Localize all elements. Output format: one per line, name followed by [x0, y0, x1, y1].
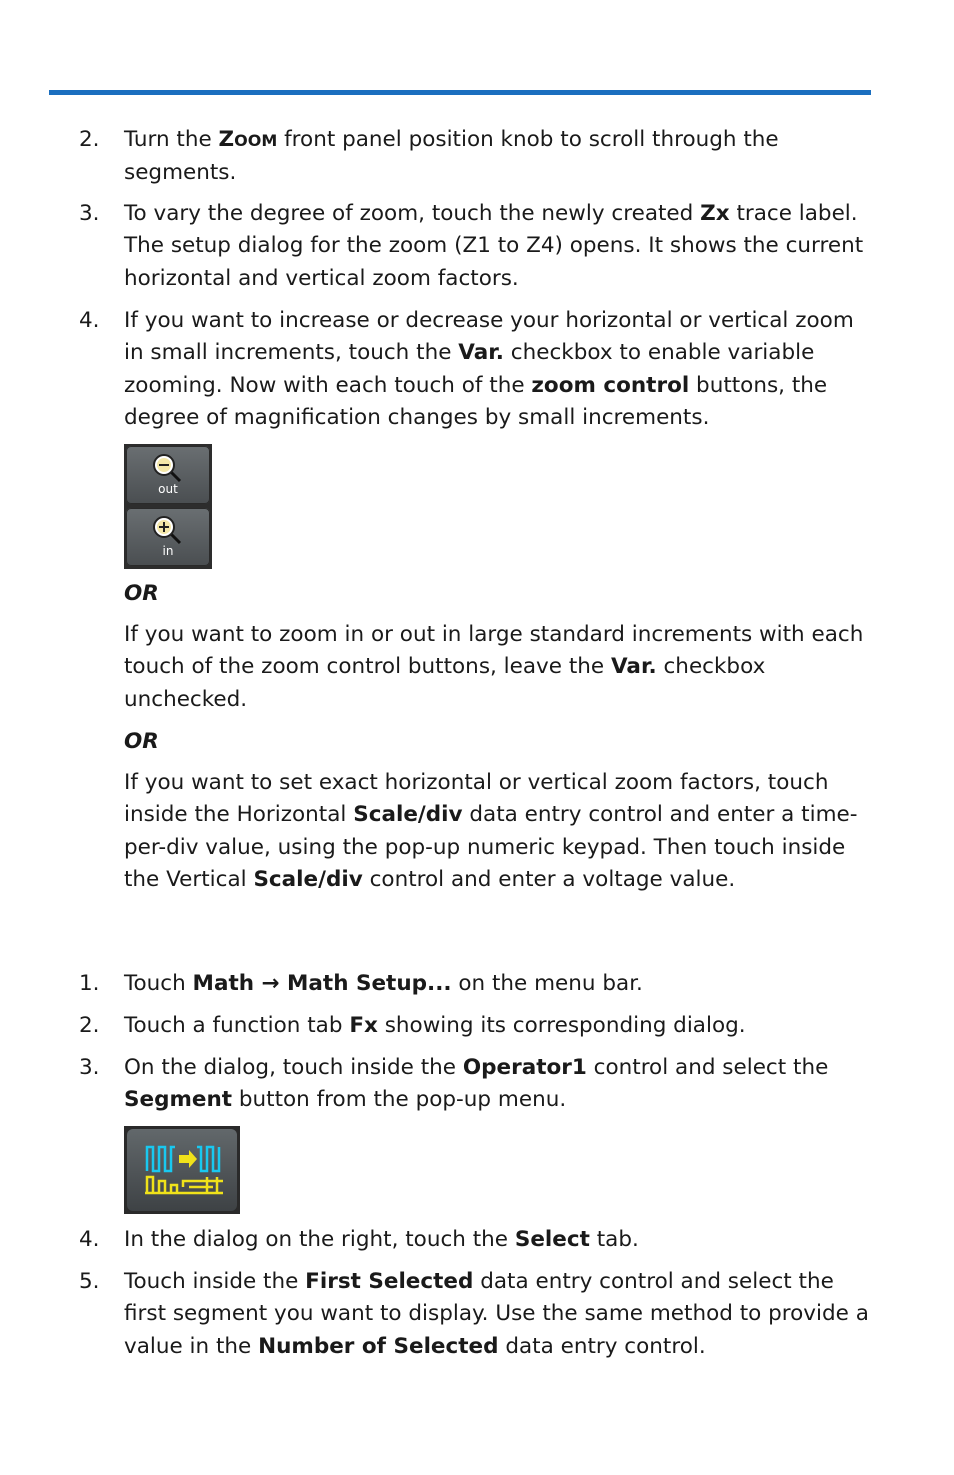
alt-paragraph-2	[124, 767, 869, 896]
bold-term: Var.	[610, 654, 657, 680]
text-run: data entry control and enter a time-per-div value, using the pop-up numeric keypad. Then touch inside the Vertical	[124, 802, 858, 892]
bold-term: Zx	[700, 201, 730, 226]
bold-term: Scale/div	[353, 802, 463, 828]
zoom-out-label: out	[158, 482, 178, 496]
header-rule	[49, 90, 871, 95]
text-run: button from the pop-up menu.	[232, 1087, 567, 1113]
text-run: If you want to set exact horizontal or vertical zoom factors, touch inside the Horizontal	[124, 770, 829, 828]
bold-term: OOM	[234, 131, 278, 150]
segment-button-image	[124, 1126, 240, 1214]
step-text	[124, 124, 869, 190]
text-run: If you want to zoom in or out in large standard increments with each touch of the zoom control buttons, leave the	[124, 622, 864, 680]
zoom-out-button	[126, 446, 210, 504]
text-run: If you want to increase or decrease your horizontal or vertical zoom in small increments, touch the	[124, 308, 854, 366]
step-number: 3.	[79, 201, 100, 226]
zoom-in-icon	[126, 508, 210, 548]
or-label: OR	[124, 581, 159, 606]
text-run: on the menu bar.	[451, 971, 643, 996]
bold-term: zoom control	[531, 372, 690, 398]
bold-term: Fx	[349, 1013, 378, 1038]
segment-icon	[127, 1129, 237, 1211]
text-run: Touch inside the	[124, 1269, 306, 1294]
bold-term: Var.	[458, 340, 504, 366]
step-number: 4.	[79, 308, 100, 333]
step-number: 4.	[79, 1227, 100, 1252]
text-run: On the dialog, touch inside the	[124, 1055, 463, 1080]
zoom-buttons-image	[124, 444, 212, 569]
step-text	[124, 1010, 869, 1042]
step-number: 3.	[79, 1055, 100, 1080]
text-run: checkbox to enable variable zooming. Now with each touch of the	[124, 340, 815, 398]
text-run: buttons, the degree of magnification changes by small increments.	[124, 372, 828, 430]
or-label: OR	[124, 729, 159, 754]
step-number: 2.	[79, 1013, 100, 1038]
step-text	[124, 1052, 869, 1117]
zoom-in-label: in	[162, 544, 174, 558]
text-run: control and select the	[586, 1055, 829, 1080]
zoom-in-button	[126, 508, 210, 566]
step-text	[124, 305, 869, 434]
text-run: Turn the	[124, 127, 219, 152]
text-run: control and enter a voltage value.	[362, 866, 736, 892]
text-run: showing its corresponding dialog.	[377, 1013, 746, 1038]
bold-term: Segment	[124, 1087, 233, 1113]
text-run: Touch	[124, 971, 193, 996]
bold-term: First Selected	[305, 1269, 474, 1294]
step-number: 5.	[79, 1269, 100, 1294]
bold-term: Operator1	[462, 1055, 587, 1080]
text-run: trace label. The setup dialog for the zoom (Z1 to Z4) opens. It shows the current horizontal and vertical zoom factors.	[124, 201, 864, 291]
text-run: To vary the degree of zoom, touch the newly created	[124, 201, 701, 226]
bold-term: Number of Selected	[258, 1333, 499, 1359]
step-text	[124, 1266, 869, 1363]
zoom-out-icon	[126, 446, 210, 486]
text-run: Touch a function tab	[124, 1013, 350, 1038]
text-run: data entry control.	[498, 1333, 706, 1359]
step-text	[124, 198, 869, 295]
step-number: 1.	[79, 971, 100, 996]
bold-term: Select	[514, 1227, 590, 1252]
alt-paragraph-1	[124, 619, 869, 716]
step-number: 2.	[79, 127, 100, 152]
text-run: front panel position knob to scroll through the segments.	[124, 127, 779, 186]
segment-button	[127, 1129, 237, 1211]
text-run: checkbox unchecked.	[124, 654, 766, 712]
step-text	[124, 968, 869, 1000]
bold-term: Math → Math Setup...	[192, 971, 452, 996]
text-run: data entry control and select the first segment you want to display. Use the same method to provide a value in the	[124, 1269, 869, 1359]
text-run: tab.	[589, 1227, 639, 1252]
bold-term: Scale/div	[253, 866, 363, 892]
text-run: In the dialog on the right, touch the	[124, 1227, 515, 1252]
bold-term: Z	[218, 127, 235, 152]
step-text	[124, 1224, 869, 1256]
